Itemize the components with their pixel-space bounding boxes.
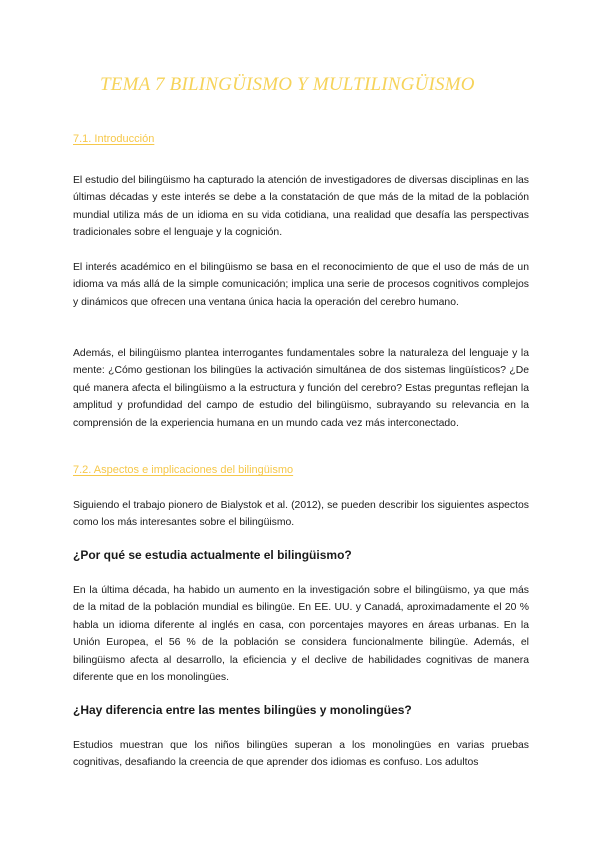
paragraph-aspectos-intro: Siguiendo el trabajo pionero de Bialystok et al. (2012), se pueden describir los siguientes aspectos como los más interesantes sobre el bilingüismo.: [73, 500, 529, 529]
document-title: TEMA 7 BILINGÜISMO Y MULTILINGÜISMO: [100, 74, 475, 95]
subheading-por-que: ¿Por qué se estudia actualmente el bilingüismo?: [73, 548, 352, 562]
paragraph-por-que: En la última década, ha habido un aumento en la investigación sobre el bilingüismo, ya que más de la mitad de la población mundial es bilingüe. En EE. UU. y Canadá, aproximadamente el 20 % habla un idioma diferente al inglés en casa, con porcentajes mayores en áreas urbanas. En la Unión Europea, el 56 % de la población se considera funcionalmente bilingüe. Además, el bilingüismo afecta al desarrollo, la eficiencia y el declive de habilidades cognitivas de manera diferente que en los monolingües.: [73, 585, 529, 684]
paragraph-intro-1: El estudio del bilingüismo ha capturado la atención de investigadores de diversas disciplinas en las últimas décadas y este interés se debe a la constatación de que más de la mitad de la población mundial utiliza más de un idioma en su vida cotidiana, una realidad que desafía las perspectivas tradicionales sobre el lenguaje y la cognición.: [73, 175, 529, 239]
paragraph-intro-3: Además, el bilingüismo plantea interrogantes fundamentales sobre la naturaleza del lenguaje y la mente: ¿Cómo gestionan los bilingües la activación simultánea de dos sistemas lingüísticos? ¿De qué manera afecta el bilingüismo a la estructura y función del cerebro? Estas preguntas reflejan la amplitud y profundidad del campo de estudio del bilingüismo, subrayando su relevancia en la comprensión de la experiencia humana en un mundo cada vez más interconectado.: [73, 348, 529, 429]
paragraph-intro-2: El interés académico en el bilingüismo se basa en el reconocimiento de que el uso de más de un idioma va más allá de la simple comunicación; implica una serie de procesos cognitivos complejos y dinámicos que ofrecen una ventana única hacia la operación del cerebro humano.: [73, 262, 529, 308]
subheading-diferencia: ¿Hay diferencia entre las mentes bilingües y monolingües?: [73, 703, 412, 717]
section-heading-aspectos: 7.2. Aspectos e implicaciones del bilingüismo: [73, 464, 294, 476]
paragraph-diferencia: Estudios muestran que los niños bilingües superan a los monolingües en varias pruebas cognitivas, desafiando la creencia de que aprender dos idiomas es confuso. Los adultos: [73, 740, 529, 769]
section-heading-introduccion: 7.1. Introducción: [73, 133, 155, 145]
